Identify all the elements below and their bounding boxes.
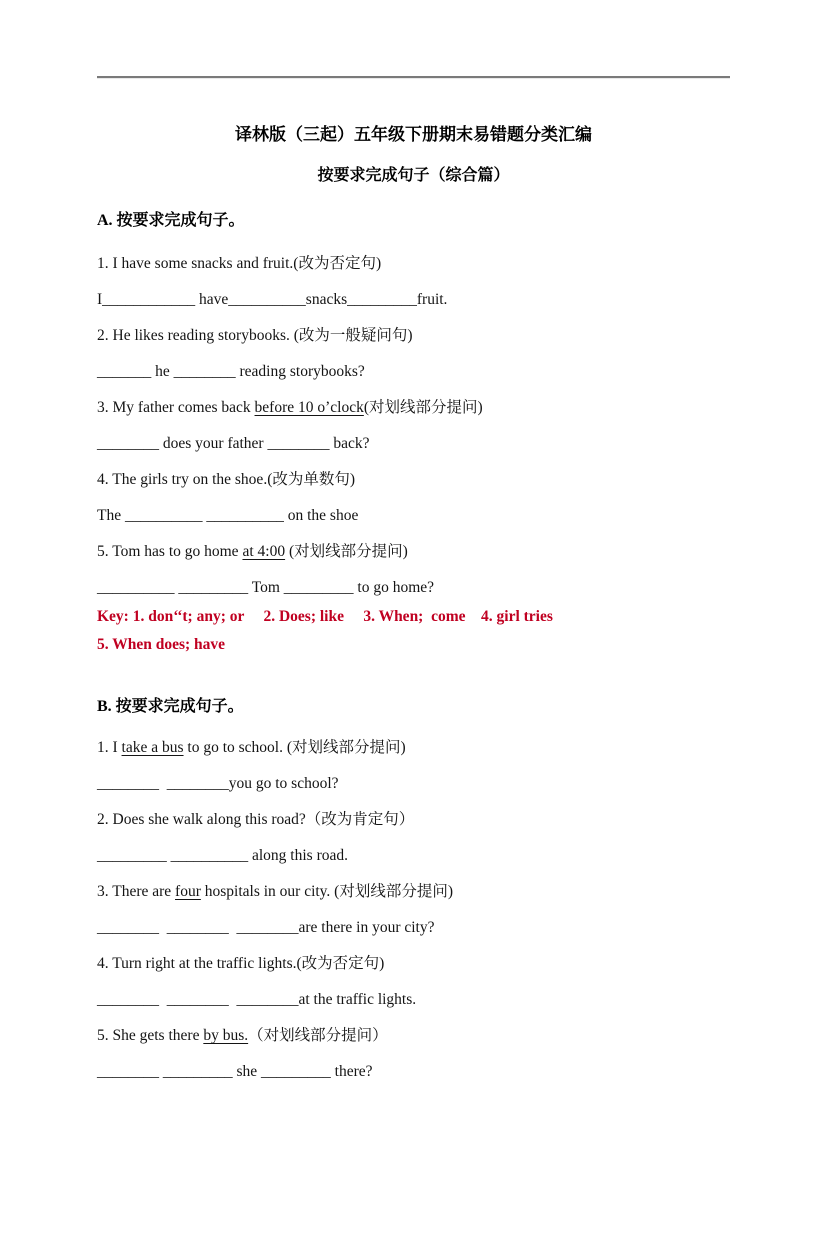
section-b-answer-blank-5: ________ _________ she _________ there? bbox=[97, 1063, 373, 1080]
section-a-answer-blank-1: I____________ have__________snacks_________fruit. bbox=[97, 291, 448, 308]
question-text-pre: 1. I have some snacks and fruit.(改为否定句) bbox=[97, 255, 382, 272]
underlined-phrase: before 10 o’clock bbox=[254, 399, 364, 416]
section-a-question-4 bbox=[97, 469, 730, 491]
question-text-pre: 3. My father comes back bbox=[97, 399, 255, 416]
underlined-phrase: four bbox=[175, 883, 201, 900]
question-text-post: (对划线部分提问) bbox=[285, 543, 408, 560]
underlined-phrase: at 4:00 bbox=[242, 543, 286, 560]
question-text-pre: 1. I bbox=[97, 739, 122, 756]
section-b-question-5 bbox=[97, 1025, 730, 1047]
section-a-question-3 bbox=[97, 397, 730, 419]
header-divider-line bbox=[97, 76, 730, 79]
question-text-post: (对划线部分提问) bbox=[363, 399, 483, 416]
section-a-question-1 bbox=[97, 253, 730, 275]
question-text-pre: 4. The girls try on the shoe.(改为单数句) bbox=[97, 471, 356, 488]
underlined-phrase: take a bus bbox=[121, 739, 184, 756]
section-a-answer-blank-2: _______ he ________ reading storybooks? bbox=[97, 363, 365, 380]
question-text-pre: 2. Does she walk along this road?（改为肯定句） bbox=[97, 811, 415, 828]
section-a-question-5 bbox=[97, 541, 730, 563]
section-b-question-1 bbox=[97, 737, 730, 759]
question-text-pre: 5. She gets there bbox=[97, 1027, 204, 1044]
section-b-answer-blank-4: ________ ________ ________at the traffic lights. bbox=[97, 991, 417, 1008]
answer-key-line-2: 5. When does; have bbox=[97, 636, 226, 653]
question-text-post: hospitals in our city. (对划线部分提问) bbox=[200, 883, 453, 900]
section-b-question-2 bbox=[97, 809, 730, 831]
document-page bbox=[0, 76, 827, 1245]
answer-key-line-1: Key: 1. don‘‘t; any; or 2. Does; like 3. When; come 4. girl tries bbox=[97, 608, 553, 625]
section-b-heading: B. 按要求完成句子。 bbox=[97, 698, 244, 715]
question-text-pre: 4. Turn right at the traffic lights.(改为否定句) bbox=[97, 955, 385, 972]
section-b-answer-blank-3: ________ ________ ________are there in your city? bbox=[97, 919, 435, 936]
question-text-post: （对划线部分提问） bbox=[248, 1027, 388, 1044]
doc-subtitle: 按要求完成句子（综合篇） bbox=[317, 167, 510, 184]
section-a-answer-blank-4: The __________ __________ on the shoe bbox=[97, 507, 359, 524]
question-text-pre: 2. He likes reading storybooks. (改为一般疑问句) bbox=[97, 327, 413, 344]
section-b-question-3 bbox=[97, 881, 730, 903]
underlined-phrase: by bus. bbox=[203, 1027, 249, 1044]
question-text-pre: 5. Tom has to go home bbox=[97, 543, 243, 560]
section-b-answer-blank-2: _________ __________ along this road. bbox=[97, 847, 348, 864]
section-a-heading: A. 按要求完成句子。 bbox=[97, 212, 245, 229]
section-b-question-4 bbox=[97, 953, 730, 975]
question-text-post: to go to school. (对划线部分提问) bbox=[183, 739, 406, 756]
section-a-answer-blank-5: __________ _________ Tom _________ to go home? bbox=[97, 579, 435, 596]
question-text-pre: 3. There are bbox=[97, 883, 176, 900]
doc-title: 译林版（三起）五年级下册期末易错题分类汇编 bbox=[235, 125, 592, 144]
section-a-question-2 bbox=[97, 325, 730, 347]
section-a-answer-blank-3: ________ does your father ________ back? bbox=[97, 435, 370, 452]
section-b-answer-blank-1: ________ ________you go to school? bbox=[97, 775, 339, 792]
